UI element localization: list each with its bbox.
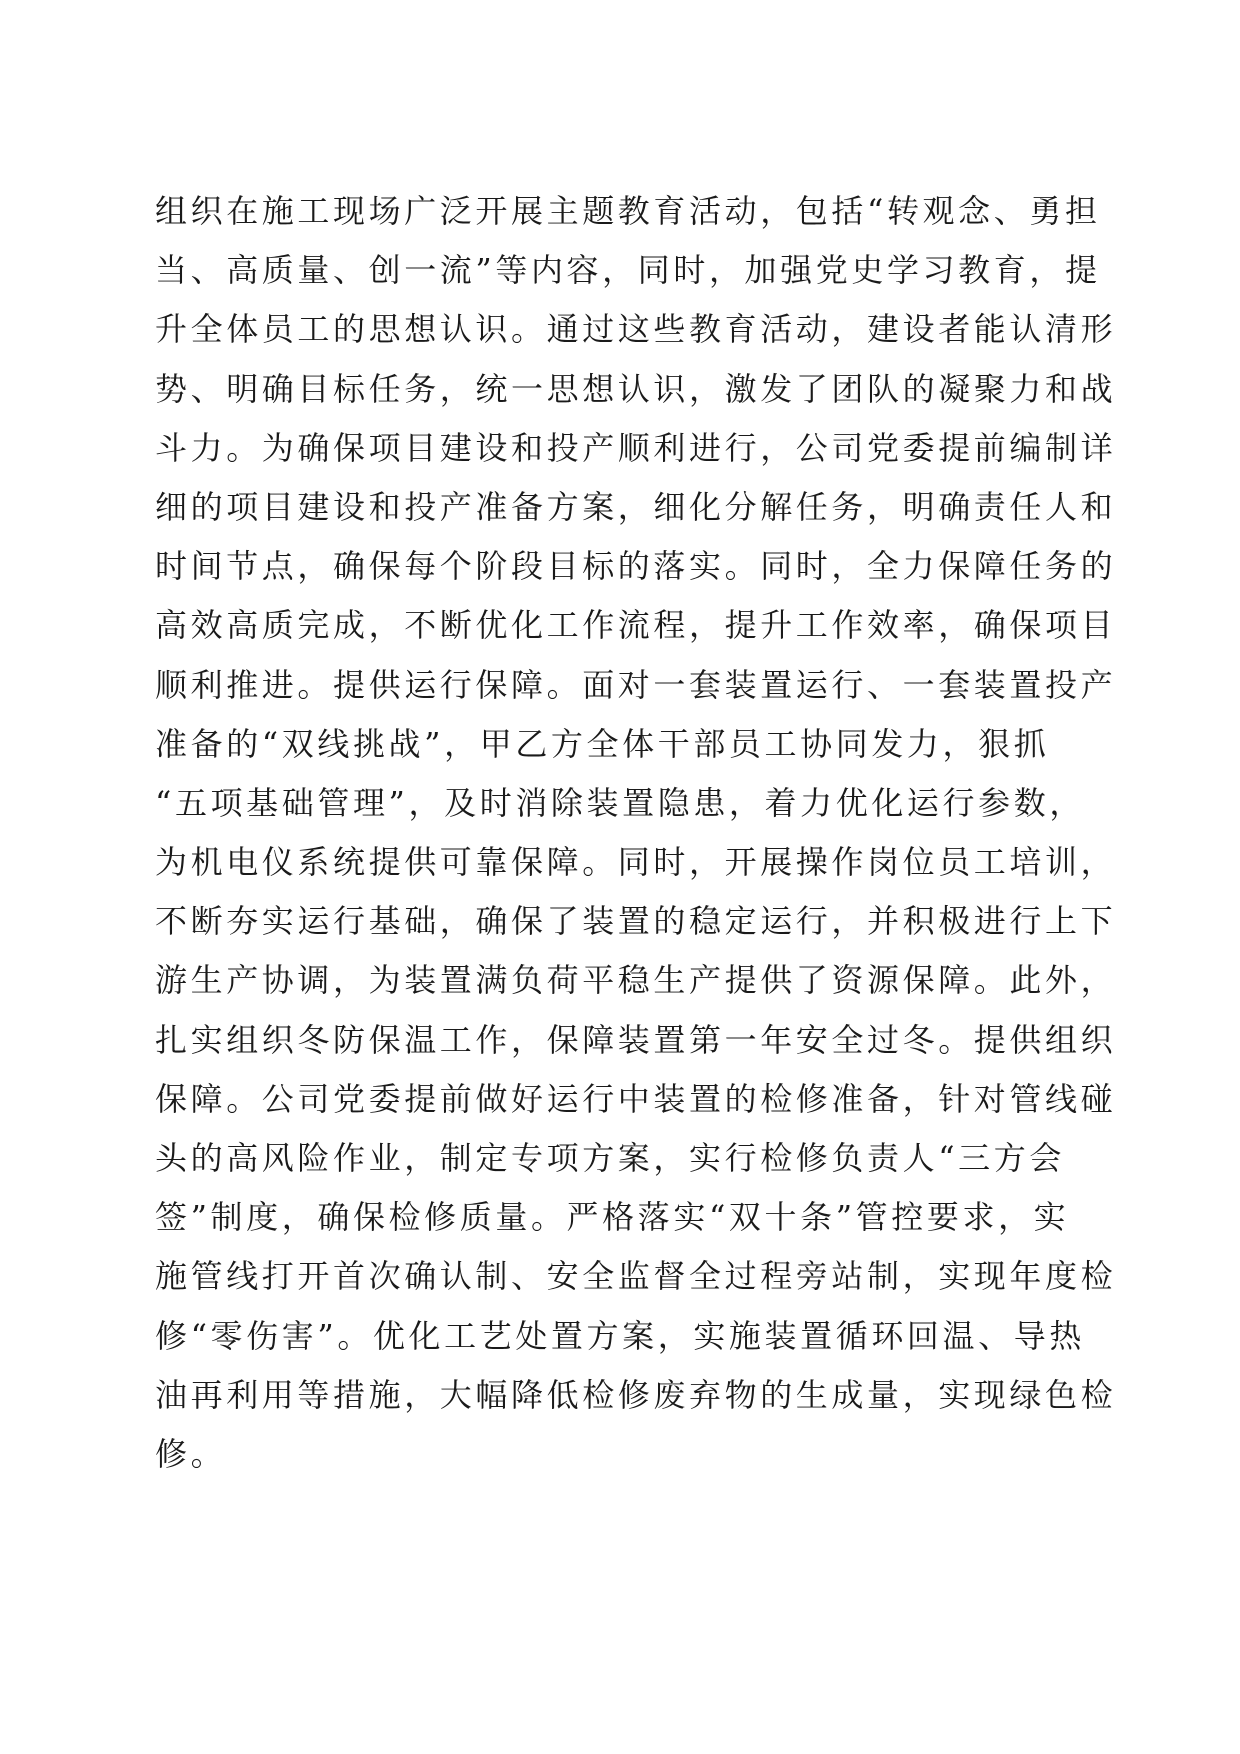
paragraph-line-18: 签”制度，确保检修质量。严格落实“双十条”管控要求，实 — [155, 1198, 1070, 1237]
paragraph-line-13: 不断夯实运行基础，确保了装置的稳定运行，并积极进行上下 — [155, 902, 1117, 941]
body-paragraph — [155, 182, 1117, 1484]
paragraph-line-20: 修“零伤害”。优化工艺处置方案，实施装置循环回温、导热 — [155, 1316, 1085, 1355]
paragraph-line-3: 升全体员工的思想认识。通过这些教育活动，建设者能认清形 — [155, 310, 1117, 349]
paragraph-line-7: 时间节点，确保每个阶段目标的落实。同时，全力保障任务的 — [155, 547, 1117, 586]
paragraph-line-4: 势、明确目标任务，统一思想认识，激发了团队的凝聚力和战 — [155, 369, 1117, 408]
paragraph-line-21: 油再利用等措施，大幅降低检修废弃物的生成量，实现绿色检 — [155, 1375, 1117, 1414]
paragraph-line-14: 游生产协调，为装置满负荷平稳生产提供了资源保障。此外， — [155, 961, 1117, 1000]
paragraph-line-16: 保障。公司党委提前做好运行中装置的检修准备，针对管线碰 — [155, 1079, 1117, 1118]
paragraph-line-10: 准备的“双线挑战”，甲乙方全体干部员工协同发力，狠抓 — [155, 724, 1050, 763]
paragraph-line-11: “五项基础管理”，及时消除装置隐患，着力优化运行参数， — [155, 783, 1085, 822]
paragraph-line-6: 细的项目建设和投产准备方案，细化分解任务，明确责任人和 — [155, 487, 1117, 526]
paragraph-line-2: 当、高质量、创一流”等内容，同时，加强党史学习教育，提 — [155, 251, 1101, 290]
paragraph-line-5: 斗力。为确保项目建设和投产顺利进行，公司党委提前编制详 — [155, 428, 1117, 467]
paragraph-line-12: 为机电仪系统提供可靠保障。同时，开展操作岗位员工培训， — [155, 843, 1117, 882]
paragraph-line-9: 顺利推进。提供运行保障。面对一套装置运行、一套装置投产 — [155, 665, 1117, 704]
paragraph-line-19: 施管线打开首次确认制、安全监督全过程旁站制，实现年度检 — [155, 1257, 1117, 1296]
paragraph-line-22: 修。 — [155, 1434, 227, 1473]
paragraph-line-15: 扎实组织冬防保温工作，保障装置第一年安全过冬。提供组织 — [155, 1020, 1117, 1059]
paragraph-line-17: 头的高风险作业，制定专项方案，实行检修负责人“三方会 — [155, 1139, 1065, 1177]
paragraph-line-1: 组织在施工现场广泛开展主题教育活动，包括“转观念、勇担 — [155, 192, 1101, 230]
paragraph-line-8: 高效高质完成，不断优化工作流程，提升工作效率，确保项目 — [155, 606, 1117, 645]
